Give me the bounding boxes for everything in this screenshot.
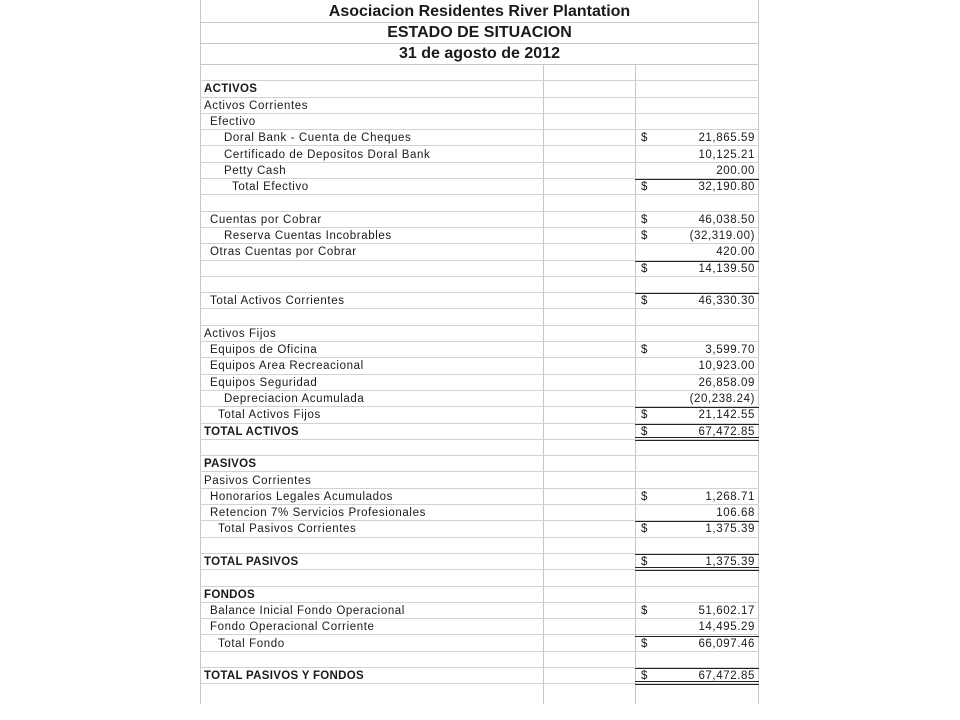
statement-row bbox=[200, 473, 759, 489]
row-amount: 32,190.80 bbox=[698, 181, 755, 194]
row-label: Certificado de Depositos Doral Bank bbox=[224, 148, 431, 161]
currency-symbol: $ bbox=[641, 523, 648, 536]
statement-row bbox=[200, 505, 759, 521]
row-amount: 420.00 bbox=[716, 246, 755, 259]
row-label: TOTAL PASIVOS Y FONDOS bbox=[204, 670, 364, 683]
statement-row bbox=[200, 147, 759, 163]
statement-row bbox=[200, 440, 759, 456]
currency-symbol: $ bbox=[641, 670, 648, 683]
row-amount: 106.68 bbox=[716, 507, 755, 520]
row-label: Otras Cuentas por Cobrar bbox=[210, 246, 357, 259]
currency-symbol: $ bbox=[641, 230, 648, 242]
row-label: PASIVOS bbox=[204, 458, 257, 471]
row-label: Activos Fijos bbox=[204, 327, 277, 340]
row-amount: 1,375.39 bbox=[705, 523, 755, 536]
row-amount: 3,599.70 bbox=[705, 344, 755, 357]
subtotal-rule bbox=[635, 293, 759, 294]
currency-symbol: $ bbox=[641, 213, 648, 226]
statement-row bbox=[200, 195, 759, 211]
row-label: Equipos Seguridad bbox=[210, 376, 318, 389]
statement-row bbox=[200, 636, 759, 652]
total-rule-top bbox=[635, 424, 759, 425]
statement-row bbox=[200, 619, 759, 635]
row-amount: 51,602.17 bbox=[698, 604, 755, 617]
currency-symbol: $ bbox=[641, 637, 648, 650]
row-label: Cuentas por Cobrar bbox=[210, 213, 322, 226]
statement-row bbox=[200, 342, 759, 358]
row-amount: 46,330.30 bbox=[698, 295, 755, 308]
row-label: TOTAL PASIVOS bbox=[204, 556, 299, 568]
subtotal-rule bbox=[635, 179, 759, 180]
row-label: Pasivos Corrientes bbox=[204, 474, 312, 487]
row-label: Reserva Cuentas Incobrables bbox=[224, 230, 392, 242]
row-label: Petty Cash bbox=[224, 164, 287, 177]
row-amount: 67,472.85 bbox=[698, 425, 755, 438]
statement-row bbox=[200, 489, 759, 505]
statement-row bbox=[200, 244, 759, 260]
statement-row bbox=[200, 81, 759, 97]
statement-row bbox=[200, 228, 759, 244]
row-label: Doral Bank - Cuenta de Cheques bbox=[224, 132, 412, 145]
row-label: Equipos de Oficina bbox=[210, 344, 318, 357]
currency-symbol: $ bbox=[641, 604, 648, 617]
row-label: TOTAL ACTIVOS bbox=[204, 425, 299, 438]
row-amount: 21,865.59 bbox=[698, 132, 755, 145]
currency-symbol: $ bbox=[641, 262, 648, 275]
total-double-rule bbox=[635, 681, 759, 685]
currency-symbol: $ bbox=[641, 409, 648, 422]
statement-row bbox=[200, 391, 759, 407]
row-label: Balance Inicial Fondo Operacional bbox=[210, 604, 405, 617]
row-label: ACTIVOS bbox=[204, 83, 258, 96]
currency-symbol: $ bbox=[641, 132, 648, 145]
currency-symbol: $ bbox=[641, 556, 648, 568]
subtotal-rule bbox=[635, 636, 759, 637]
statement-row bbox=[200, 293, 759, 309]
statement-title: ESTADO DE SITUACION bbox=[200, 22, 759, 44]
row-label: FONDOS bbox=[204, 588, 255, 601]
row-label: Total Activos Corrientes bbox=[210, 295, 345, 308]
row-label: Total Activos Fijos bbox=[218, 409, 321, 422]
row-amount: 10,923.00 bbox=[698, 360, 755, 373]
statement-row bbox=[200, 98, 759, 114]
row-label: Retencion 7% Servicios Profesionales bbox=[210, 507, 426, 520]
row-amount: 46,038.50 bbox=[698, 213, 755, 226]
row-amount: 21,142.55 bbox=[698, 409, 755, 422]
row-amount: (32,319.00) bbox=[689, 230, 755, 242]
row-amount: 1,375.39 bbox=[705, 556, 755, 568]
total-rule-top bbox=[635, 668, 759, 669]
row-label: Depreciacion Acumulada bbox=[224, 393, 365, 405]
row-label: Equipos Area Recreacional bbox=[210, 360, 364, 373]
subtotal-rule bbox=[635, 407, 759, 408]
statement-row bbox=[200, 375, 759, 391]
statement-row bbox=[200, 130, 759, 146]
balance-sheet bbox=[200, 0, 759, 704]
currency-symbol: $ bbox=[641, 295, 648, 308]
statement-row bbox=[200, 652, 759, 668]
row-label: Total Efectivo bbox=[232, 181, 309, 194]
statement-row bbox=[200, 358, 759, 374]
row-label: Honorarios Legales Acumulados bbox=[210, 490, 393, 503]
statement-row bbox=[200, 179, 759, 195]
currency-symbol: $ bbox=[641, 425, 648, 438]
currency-symbol: $ bbox=[641, 490, 648, 503]
row-amount: 10,125.21 bbox=[698, 148, 755, 161]
row-label: Total Pasivos Corrientes bbox=[218, 523, 357, 536]
statement-row bbox=[200, 570, 759, 586]
row-label: Fondo Operacional Corriente bbox=[210, 621, 375, 634]
statement-row bbox=[200, 65, 759, 81]
row-label: Efectivo bbox=[210, 115, 256, 128]
statement-row bbox=[200, 114, 759, 130]
statement-row bbox=[200, 261, 759, 277]
row-amount: (20,238.24) bbox=[689, 393, 755, 405]
row-amount: 14,139.50 bbox=[698, 262, 755, 275]
row-amount: 1,268.71 bbox=[705, 490, 755, 503]
statement-row bbox=[200, 212, 759, 228]
org-name: Asociacion Residentes River Plantation bbox=[200, 1, 759, 23]
row-label: Activos Corrientes bbox=[204, 99, 309, 112]
row-label: Total Fondo bbox=[218, 637, 285, 650]
statement-row bbox=[200, 538, 759, 554]
statement-row bbox=[200, 326, 759, 342]
statement-row bbox=[200, 277, 759, 293]
row-amount: 14,495.29 bbox=[698, 621, 755, 634]
total-rule-top bbox=[635, 554, 759, 555]
currency-symbol: $ bbox=[641, 181, 648, 194]
statement-row bbox=[200, 456, 759, 472]
statement-row bbox=[200, 310, 759, 326]
row-amount: 26,858.09 bbox=[698, 376, 755, 389]
statement-row bbox=[200, 163, 759, 179]
statement-row bbox=[200, 587, 759, 603]
statement-row bbox=[200, 407, 759, 423]
subtotal-rule bbox=[635, 261, 759, 262]
statement-date: 31 de agosto de 2012 bbox=[200, 43, 759, 65]
statement-row bbox=[200, 521, 759, 537]
statement-row bbox=[200, 603, 759, 619]
currency-symbol: $ bbox=[641, 344, 648, 357]
subtotal-rule bbox=[635, 521, 759, 522]
row-amount: 200.00 bbox=[716, 164, 755, 177]
row-amount: 66,097.46 bbox=[698, 637, 755, 650]
row-amount: 67,472.85 bbox=[698, 670, 755, 683]
